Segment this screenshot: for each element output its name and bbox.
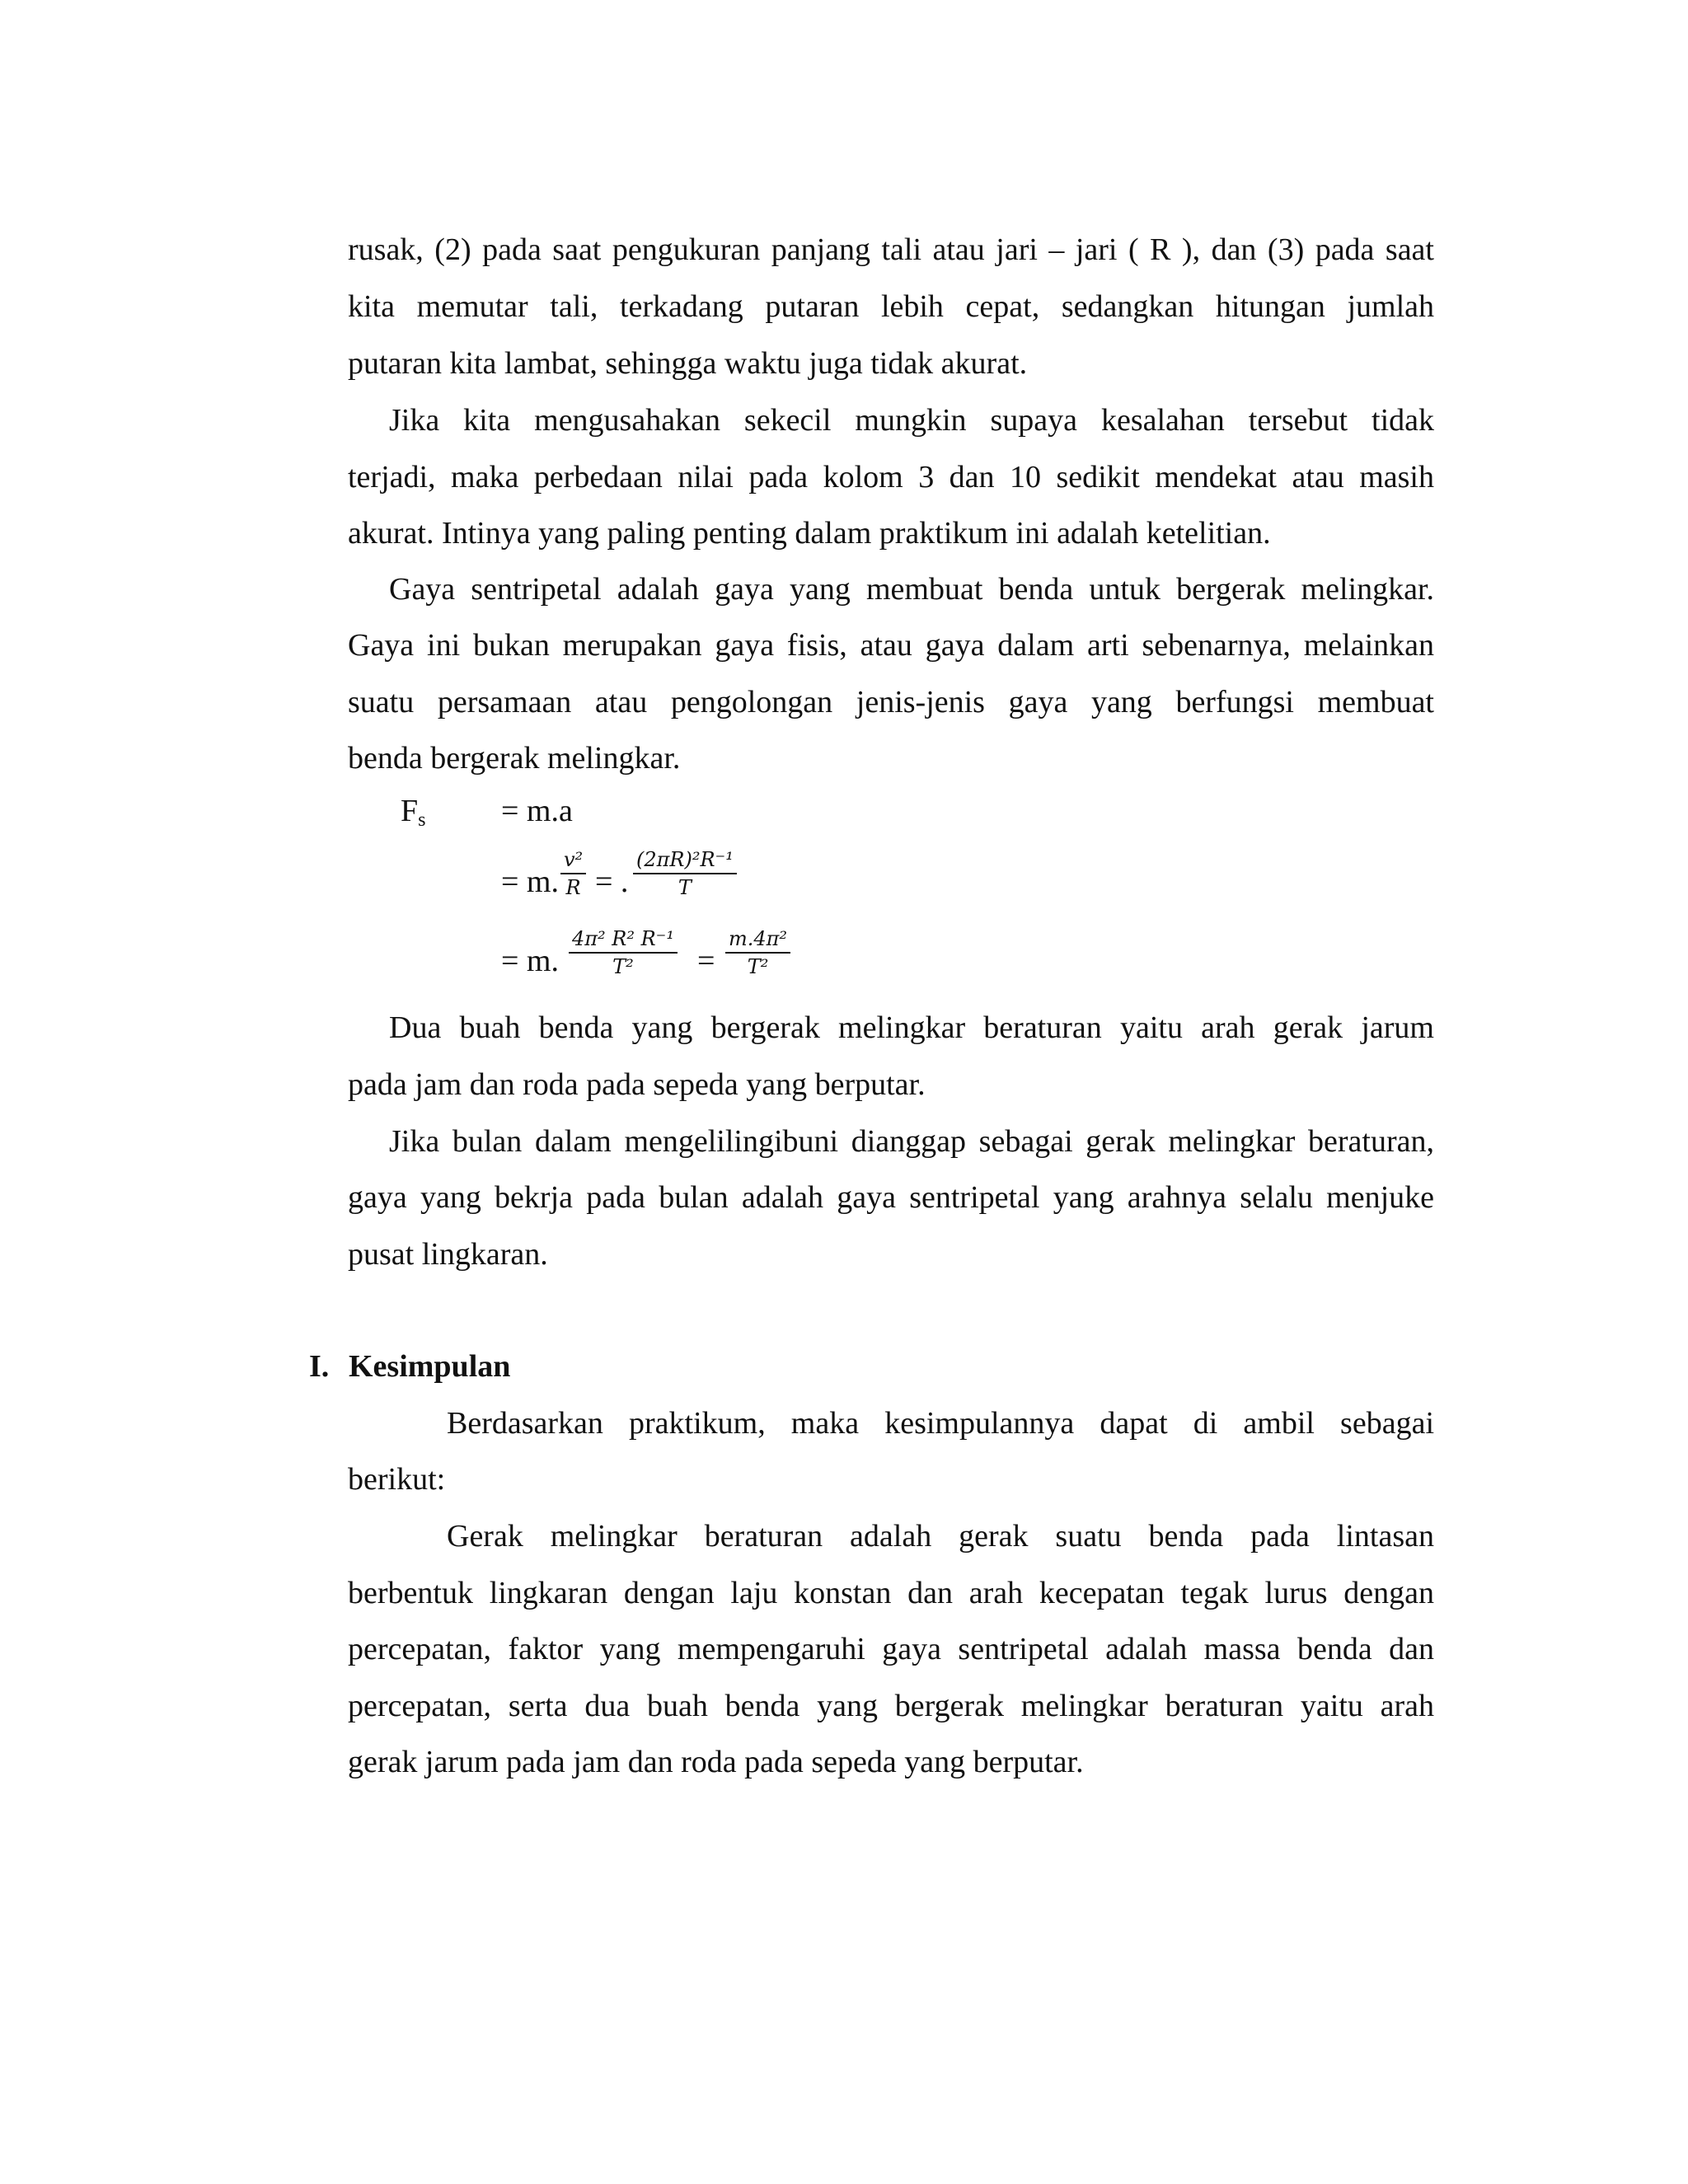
fraction-denominator: T²: [747, 955, 769, 978]
text-line: pada jam dan roda pada sepeda yang berputar.: [348, 1067, 926, 1102]
fraction-denominator: T²: [612, 955, 634, 978]
text-line: benda bergerak melingkar.: [348, 741, 681, 776]
fraction-bar: [560, 873, 586, 874]
fraction-numerator: m.4π²: [729, 927, 788, 950]
text-line: percepatan, faktor yang mempengaruhi gaya sentripetal adalah massa benda dan: [348, 1632, 1434, 1666]
fraction-bar: [569, 952, 678, 954]
text-line: Gaya sentripetal adalah gaya yang membuat benda untuk bergerak melingkar.: [389, 572, 1434, 607]
text-line: kita memutar tali, terkadang putaran lebih cepat, sedangkan hitungan jumlah: [348, 289, 1434, 324]
text-line: percepatan, serta dua buah benda yang bergerak melingkar beraturan yaitu arah: [348, 1689, 1434, 1723]
text-line: rusak, (2) pada saat pengukuran panjang tali atau jari – jari ( R ), dan (3) pada saat: [348, 232, 1434, 267]
text-line: Jika bulan dalam mengelilingibuni dianggap sebagai gerak melingkar beraturan,: [389, 1124, 1434, 1159]
fraction-bar: [633, 873, 737, 874]
text-line: berikut:: [348, 1462, 446, 1497]
text-line: Dua buah benda yang bergerak melingkar beraturan yaitu arah gerak jarum: [389, 1010, 1434, 1045]
section-heading: [309, 1345, 510, 1388]
text-line: gerak jarum pada jam dan roda pada sepeda yang berputar.: [348, 1745, 1084, 1779]
fraction-m4pi2-over-t2: [725, 926, 790, 979]
text-line: akurat. Intinya yang paling penting dalam praktikum ini adalah ketelitian.: [348, 516, 1271, 551]
formula-line-3-mid: =: [697, 944, 715, 978]
fraction-numerator: (2πR)²R⁻¹: [636, 848, 734, 871]
formula-lhs: $F_s$: [401, 794, 426, 831]
section-number: I.: [309, 1349, 330, 1384]
fraction-2pir-over-t: [633, 847, 737, 900]
fraction-bar: [725, 952, 790, 954]
text-line: gaya yang bekrja pada bulan adalah gaya sentripetal yang arahnya selalu menjuke: [348, 1180, 1434, 1215]
text-line: terjadi, maka perbedaan nilai pada kolom 3 dan 10 sedikit mendekat atau masih: [348, 460, 1434, 494]
fraction-denominator: R: [565, 876, 581, 899]
text-line: Gaya ini bukan merupakan gaya fisis, atau gaya dalam arti sebenarnya, melainkan: [348, 628, 1434, 663]
text-line: putaran kita lambat, sehingga waktu juga tidak akurat.: [348, 346, 1028, 381]
fraction-v2-over-r: [560, 847, 586, 900]
text-line: suatu persamaan atau pengolongan jenis-jenis gaya yang berfungsi membuat: [348, 685, 1434, 719]
text-line: pusat lingkaran.: [348, 1237, 548, 1272]
section-title: Kesimpulan: [349, 1349, 511, 1384]
fraction-denominator: T: [678, 876, 692, 899]
fraction-4pi2r2-over-t2: [569, 926, 678, 979]
fraction-numerator: 4π² R² R⁻¹: [572, 927, 674, 950]
formula-line-1: = m.a: [501, 794, 573, 828]
formula-line-3-prefix: = m.: [501, 944, 559, 978]
text-line: berbentuk lingkaran dengan laju konstan dan arah kecepatan tegak lurus dengan: [348, 1576, 1434, 1610]
formula-line-2-mid: = .: [595, 865, 629, 899]
text-line: Gerak melingkar beraturan adalah gerak suatu benda pada lintasan: [447, 1519, 1434, 1554]
text-line: Jika kita mengusahakan sekecil mungkin supaya kesalahan tersebut tidak: [389, 403, 1434, 438]
formula-line-2-prefix: = m.: [501, 865, 559, 899]
text-line: Berdasarkan praktikum, maka kesimpulannya dapat di ambil sebagai: [447, 1406, 1434, 1441]
fraction-numerator: v²: [564, 848, 584, 871]
